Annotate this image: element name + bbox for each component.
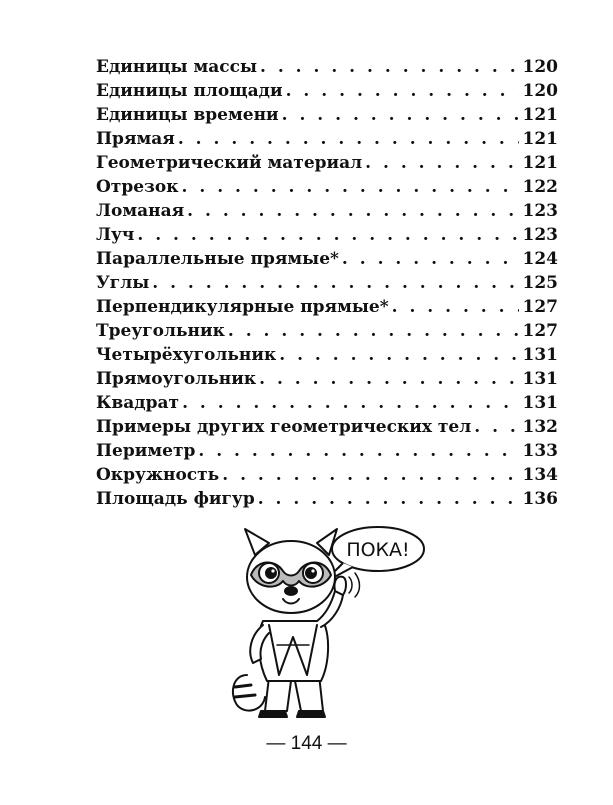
toc-entry: [96, 223, 558, 247]
toc-dot-leader: [137, 223, 519, 247]
toc-entry-title: Окружность: [96, 465, 220, 485]
toc-entry-page: 127: [522, 297, 558, 317]
toc-entry-title: Ломаная: [96, 201, 185, 221]
toc-dot-leader: [222, 463, 519, 487]
toc-entry-page: 132: [522, 417, 558, 437]
toc-dot-leader: [178, 127, 519, 151]
toc-entry-title: Квадрат: [96, 393, 180, 413]
toc-dot-leader: [259, 367, 519, 391]
toc-entry-title: Единицы времени: [96, 105, 279, 125]
toc-entry: [96, 79, 558, 103]
toc-entry-title: Площадь фигур: [96, 489, 255, 509]
toc-entry: [96, 103, 558, 127]
toc-entry-page: 121: [522, 105, 558, 125]
toc-dot-leader: [187, 199, 519, 223]
toc-dot-leader: [258, 487, 519, 511]
toc-entry-title: Прямоугольник: [96, 369, 257, 389]
toc-entry-title: Отрезок: [96, 177, 179, 197]
toc-dot-leader: [260, 55, 519, 79]
toc-entry: [96, 199, 558, 223]
toc-entry-title: Примеры других геометрических тел: [96, 417, 472, 437]
page-number: — 144 —: [266, 733, 347, 754]
toc-entry-page: 131: [522, 369, 558, 389]
toc-entry: [96, 55, 558, 79]
toc-dot-leader: [392, 295, 519, 319]
toc-entry-page: 124: [522, 249, 558, 269]
toc-dot-leader: [342, 247, 519, 271]
toc-entry: [96, 247, 558, 271]
toc-entry: [96, 439, 558, 463]
toc-dot-leader: [182, 175, 519, 199]
toc-entry-page: 133: [522, 441, 558, 461]
toc-entry-title: Геометрический материал: [96, 153, 363, 173]
toc-entry: [96, 151, 558, 175]
toc-entry-title: Углы: [96, 273, 150, 293]
toc-dot-leader: [182, 391, 519, 415]
table-of-contents: [96, 55, 558, 511]
toc-entry-title: Четырёхугольник: [96, 345, 277, 365]
toc-entry: [96, 415, 558, 439]
toc-entry: [96, 343, 558, 367]
toc-entry: [96, 271, 558, 295]
toc-entry-page: 127: [522, 321, 558, 341]
toc-entry-page: 136: [522, 489, 558, 509]
toc-entry-title: Луч: [96, 225, 135, 245]
toc-entry-page: 121: [522, 129, 558, 149]
raccoon-waving-icon: [225, 525, 435, 725]
toc-entry-page: 120: [522, 57, 558, 77]
toc-entry: [96, 319, 558, 343]
toc-entry-title: Единицы массы: [96, 57, 257, 77]
toc-entry-title: Единицы площади: [96, 81, 283, 101]
toc-entry: [96, 295, 558, 319]
toc-entry-page: 131: [522, 345, 558, 365]
toc-entry-title: Треугольник: [96, 321, 225, 341]
toc-dot-leader: [282, 103, 519, 127]
toc-entry: [96, 175, 558, 199]
toc-dot-leader: [286, 79, 519, 103]
toc-dot-leader: [279, 343, 519, 367]
speech-bubble-text: ПОКА!: [346, 539, 410, 561]
toc-entry: [96, 463, 558, 487]
toc-dot-leader: [198, 439, 519, 463]
toc-entry-title: Периметр: [96, 441, 196, 461]
toc-dot-leader: [152, 271, 519, 295]
toc-entry-title: Прямая: [96, 129, 175, 149]
toc-entry-page: 121: [522, 153, 558, 173]
toc-entry-title: Параллельные прямые*: [96, 249, 339, 269]
toc-dot-leader: [228, 319, 519, 343]
toc-entry: [96, 127, 558, 151]
toc-entry: [96, 367, 558, 391]
toc-entry-page: 131: [522, 393, 558, 413]
toc-entry-page: 123: [522, 201, 558, 221]
toc-entry-page: 134: [522, 465, 558, 485]
toc-dot-leader: [474, 415, 519, 439]
toc-entry-page: 122: [522, 177, 558, 197]
toc-entry-page: 120: [522, 81, 558, 101]
toc-entry-title: Перпендикулярные прямые*: [96, 297, 389, 317]
toc-entry-page: 125: [522, 273, 558, 293]
toc-dot-leader: [365, 151, 519, 175]
toc-entry-page: 123: [522, 225, 558, 245]
toc-entry: [96, 391, 558, 415]
toc-entry: [96, 487, 558, 511]
